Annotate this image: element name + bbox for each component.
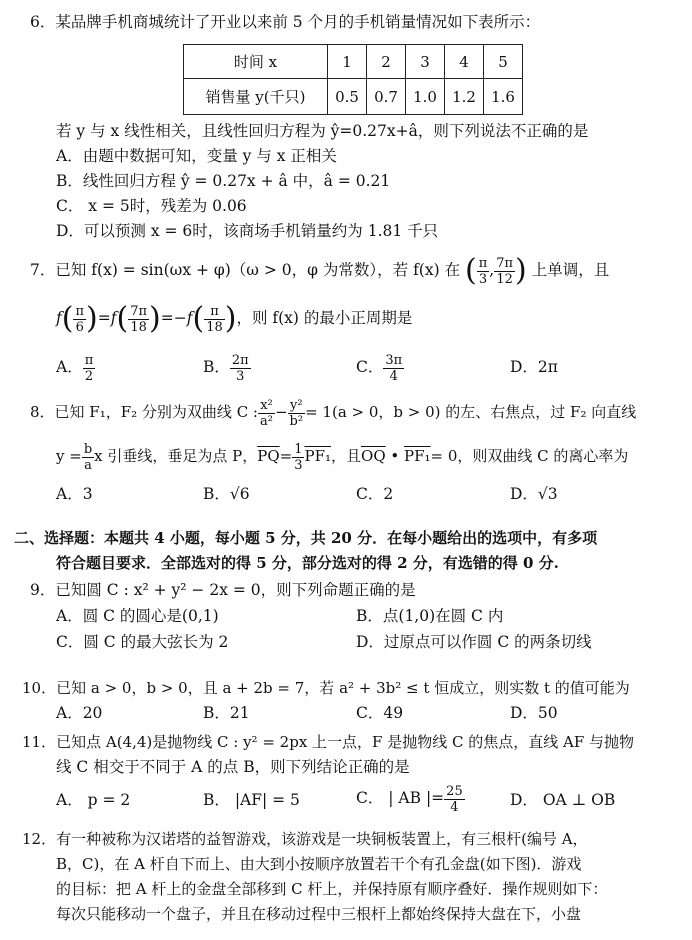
section2-heading-line1: 二、选择题：本题共 4 小题，每小题 5 分，共 20 分．在每小题给出的选项中，有多项 [14,529,598,547]
q11-option-d: D． OA ⊥ OB [510,791,616,809]
q12-line3: 的目标：把 A 杆上的金盘全部移到 C 杆上，并保持原有顺序叠好．操作规则如下： [56,880,608,898]
table-cell: 1.6 [484,79,523,115]
table-cell: 4 [445,45,484,79]
q7-line2: f( $\frac{\pi}{6}$ )=f( $\frac{7\pi}{18}$ )=−f( $\frac{\pi}{18}$ )，则 f(x) 的最小正周期是 [56,301,413,336]
table-header-sales: 销售量 y(千只) [184,79,328,115]
table-cell: 2 [367,45,406,79]
q7-option-c: C． $\frac{3\pi}{4}$ [356,352,403,384]
q8-option-d: D．√3 [510,485,558,503]
table-cell: 1 [328,45,367,79]
q8-frac-third: $\frac{1}{3}$ [294,441,303,473]
q11-line1: 11．已知点 A(4,4)是抛物线 C : y² = 2px 上一点，F 是抛物线 C 的焦点，直线 AF 与抛物 [22,733,635,751]
q7-interval-low: $\frac{\pi}{3}$ [478,255,488,287]
q11-option-b: B． |AF| = 5 [203,791,300,809]
q9-option-a: A．圆 C 的圆心是(0,1) [56,607,219,625]
q10-stem: 10．已知 a > 0，b > 0，且 a + 2b = 7，若 a² + 3b² ≤ t 恒成立，则实数 t 的值可能为 [22,679,630,697]
q11-option-c: C． | AB |= $\frac{25}{4}$ [356,783,463,815]
table-header-time: 时间 x [184,45,328,79]
q7-option-b: B． $\frac{2\pi}{3}$ [203,352,249,384]
table-cell: 1.2 [445,79,484,115]
sales-table [183,44,523,115]
q7-f3: $\frac{\pi}{18}$ [206,303,223,335]
q7-line2-tail: ，则 f(x) 的最小正周期是 [236,309,413,327]
q7-option-a: A． $\frac{\pi}{2}$ [56,352,94,384]
q12-line1: 12．有一种被称为汉诺塔的益智游戏，该游戏是一块铜板装置上，有三根杆(编号 A， [22,830,588,848]
q6-stem: 6．某品牌手机商城统计了开业以来前 5 个月的手机销量情况如下表所示： [30,13,541,31]
q12-line4: 每次只能移动一个盘子，并且在移动过程中三根杆上都始终保持大盘在下，小盘 [56,905,582,923]
q6-option-d: D．可以预测 x = 6时，该商场手机销量约为 1.81 千只 [56,222,439,240]
q7-f1: $\frac{\pi}{6}$ [75,303,85,335]
q9-stem: 9．已知圆 C : x² + y² − 2x = 0，则下列命题正确的是 [30,581,416,599]
q8-frac-ba: $\frac{b}{a}$ [83,441,93,473]
table-cell: 1.0 [406,79,445,115]
q11-line2: 线 C 相交于不同于 A 的点 B，则下列结论正确的是 [56,758,410,776]
q8-frac-x: $\frac{\text{x²}}{\text{a²}}$ [260,397,273,429]
q8-line2: y = $\frac{b}{a}$ x 引垂线，垂足为点 P，$\overline{PQ}=$ $\frac{1}{3}$ PF₁，且$\overline{OQ}$ • PF₁= 0，则双曲线 C 的离心率为 [56,441,629,473]
q6-option-b: B．线性回归方程 ŷ = 0.27x + â 中，â = 0.21 [56,172,391,190]
table-cell: 0.5 [328,79,367,115]
q7-interval-high: $\frac{7\pi}{12}$ [496,255,514,287]
q10-option-a: A．20 [56,704,103,722]
q9-option-c: C．圆 C 的最大弦长为 2 [56,633,229,651]
q10-option-c: C．49 [356,704,404,722]
table-cell: 0.7 [367,79,406,115]
table-cell: 3 [406,45,445,79]
q7-line1: 7．已知 f(x) = sin(ωx + φ)（ω > 0，φ 为常数），若 f(x) 在 ( $\frac{\pi}{3}$ , $\frac{7\pi}{12}$ ) 上单调，且 [30,253,610,288]
q9-option-b: B．点(1,0)在圆 C 内 [356,607,504,625]
table-cell: 5 [484,45,523,79]
q12-line2: B，C)，在 A 杆自下而上、由大到小按顺序放置若干个有孔金盘(如下图)．游戏 [56,855,582,873]
q7-line1-a: 7．已知 f(x) = sin(ωx + φ)（ω > 0，φ 为常数），若 f(x) 在 [30,261,461,279]
q7-f2: $\frac{7\pi}{18}$ [130,303,148,335]
q8-option-c: C．2 [356,485,394,503]
q6-option-c: C． x = 5时，残差为 0.06 [56,197,247,215]
q10-option-b: B．21 [203,704,250,722]
q9-option-d: D．过原点可以作圆 C 的两条切线 [356,633,592,651]
q8-option-b: B．√6 [203,485,250,503]
q7-option-d: D．2π [510,358,558,376]
q6-condition: 若 y 与 x 线性相关，且线性回归方程为 ŷ=0.27x+â，则下列说法不正确的是 [56,122,589,140]
q10-option-d: D．50 [510,704,558,722]
q6-option-a: A．由题中数据可知，变量 y 与 x 正相关 [56,147,337,165]
q8-frac-y: $\frac{\text{y²}}{\text{b²}}$ [289,397,304,429]
q8-option-a: A．3 [56,485,93,503]
q7-line1-b: 上单调，且 [531,261,610,279]
q8-line1: 8．已知 F₁，F₂ 分别为双曲线 C : $\frac{\text{x²}}{\text{a²}}$ − $\frac{\text{y²}}{\text{b²}}$ = 1(a > 0，b > 0) 的左、右焦点，过 F₂ 向直线 [30,397,637,429]
q11-option-a: A． p = 2 [56,791,131,809]
section2-heading-line2: 符合题目要求．全部选对的得 5 分，部分选对的得 2 分，有选错的得 0 分. [56,554,559,572]
